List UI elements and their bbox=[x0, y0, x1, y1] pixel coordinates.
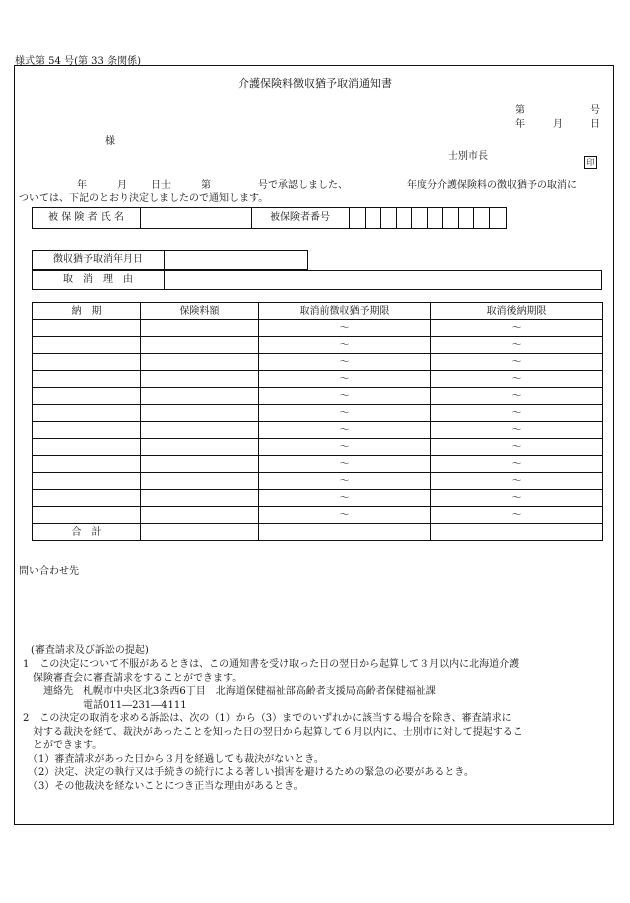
seal-box bbox=[584, 150, 597, 169]
col-header-due-date: 納 期 bbox=[33, 303, 141, 320]
deferral-before-cell: ～ bbox=[259, 320, 431, 337]
appeal-notes bbox=[23, 658, 523, 793]
lawsuit-note-line: （3）その他裁決を経ないことにつき正当な理由があるとき。 bbox=[23, 780, 304, 792]
due-after-cell: ～ bbox=[431, 439, 603, 456]
lawsuit-note-line: （2）決定、決定の執行又は手続きの続行による著しい損害を避けるための緊急の必要があるとき。 bbox=[23, 767, 474, 778]
due-after-cell: ～ bbox=[431, 456, 603, 473]
table-row bbox=[33, 490, 603, 507]
due-date-cell bbox=[33, 388, 141, 405]
premium-cell bbox=[141, 439, 259, 456]
deferral-before-cell: ～ bbox=[259, 456, 431, 473]
document-title: 介護保険料徴収猶予取消通知書 bbox=[238, 77, 392, 90]
issuer-name: 士別市長 bbox=[448, 151, 488, 162]
insured-number-label: 被保険者番号 bbox=[270, 212, 330, 223]
insured-name-label: 被 保 険 者 氏 名 bbox=[48, 212, 124, 223]
due-date-cell bbox=[33, 354, 141, 371]
addressee-honorific: 様 bbox=[105, 136, 115, 147]
premium-cell bbox=[141, 507, 259, 524]
intro-day: 日士 bbox=[151, 180, 171, 191]
due-date-cell bbox=[33, 371, 141, 388]
table-row bbox=[33, 422, 603, 439]
col-header-due-after: 取消後納期限 bbox=[431, 303, 603, 320]
due-after-cell: ～ bbox=[431, 473, 603, 490]
total-premium-cell bbox=[141, 524, 259, 541]
table-row bbox=[33, 354, 603, 371]
number-suffix: 号 bbox=[590, 105, 600, 116]
table-row bbox=[33, 320, 603, 337]
premium-cell bbox=[141, 337, 259, 354]
date-month: 月 bbox=[553, 119, 563, 130]
premium-cell bbox=[141, 490, 259, 507]
lawsuit-note-line: 2 この決定の取消を求める訴訟は、次の（1）から（3）までのいずれかに該当する場合を除き、審査請求に bbox=[23, 713, 512, 724]
appeal-heading: (審査請求及び訴訟の提起) bbox=[31, 645, 149, 656]
table-row bbox=[33, 337, 603, 354]
number-prefix: 第 bbox=[515, 105, 525, 116]
cancel-date-label: 徴収猶予取消年月日 bbox=[53, 254, 143, 265]
deferral-before-cell: ～ bbox=[259, 354, 431, 371]
total-empty-cell bbox=[259, 524, 431, 541]
appeal-note-line: 保険審査会に審査請求をすることができます。 bbox=[23, 672, 243, 684]
intro-approved-text: 号で承認しました、 bbox=[258, 180, 348, 191]
table-row bbox=[33, 371, 603, 388]
premium-cell bbox=[141, 405, 259, 422]
intro-fiscal-year-text: 年度分介護保険料の徴収猶予の取消に bbox=[407, 180, 577, 191]
col-header-deferral-before: 取消前徴収猶予期限 bbox=[259, 303, 431, 320]
deferral-before-cell: ～ bbox=[259, 388, 431, 405]
deferral-before-cell: ～ bbox=[259, 405, 431, 422]
due-after-cell: ～ bbox=[431, 490, 603, 507]
deferral-before-cell: ～ bbox=[259, 337, 431, 354]
date-year: 年 bbox=[515, 119, 525, 130]
inquiry-label: 問い合わせ先 bbox=[19, 566, 79, 577]
date-day: 日 bbox=[590, 119, 600, 130]
deferral-before-cell: ～ bbox=[259, 371, 431, 388]
premium-cell bbox=[141, 320, 259, 337]
table-row bbox=[33, 473, 603, 490]
premium-cell bbox=[141, 388, 259, 405]
due-date-cell bbox=[33, 337, 141, 354]
due-after-cell: ～ bbox=[431, 422, 603, 439]
lawsuit-note-line: （1）審査請求があった日から３月を経過しても裁決がないとき。 bbox=[23, 753, 324, 765]
seal-mark: 印 bbox=[584, 156, 597, 169]
lawsuit-note-line: とができます。 bbox=[23, 740, 103, 751]
due-date-cell bbox=[33, 439, 141, 456]
col-header-premium: 保険料額 bbox=[141, 303, 259, 320]
due-after-cell: ～ bbox=[431, 405, 603, 422]
premium-cell bbox=[141, 354, 259, 371]
due-after-cell: ～ bbox=[431, 507, 603, 524]
due-date-cell bbox=[33, 507, 141, 524]
premium-cell bbox=[141, 371, 259, 388]
due-after-cell: ～ bbox=[431, 320, 603, 337]
appeal-note-line: 連絡先 札幌市中央区北3条西6丁目 北海道保健福祉部高齢者支援局高齢者保健福祉課 bbox=[23, 686, 436, 697]
total-label: 合 計 bbox=[33, 524, 141, 541]
lawsuit-note-line: 対する裁決を経て、裁決があったことを知った日の翌日から起算して６月以内に、士別市に対して提起するこ bbox=[23, 726, 523, 738]
table-row bbox=[33, 405, 603, 422]
appeal-note-line: 1 この決定について不服があるときは、この通知書を受け取った日の翌日から起算して３月以内に北海道介護 bbox=[23, 659, 520, 670]
deferral-before-cell: ～ bbox=[259, 439, 431, 456]
premium-cell bbox=[141, 473, 259, 490]
due-date-cell bbox=[33, 473, 141, 490]
due-after-cell: ～ bbox=[431, 337, 603, 354]
deferral-before-cell: ～ bbox=[259, 422, 431, 439]
table-row bbox=[33, 507, 603, 524]
deferral-before-cell: ～ bbox=[259, 473, 431, 490]
notice-form bbox=[14, 65, 614, 825]
table-total-row bbox=[33, 524, 603, 541]
form-number: 様式第 54 号(第 33 条関係) bbox=[15, 56, 141, 67]
due-date-cell bbox=[33, 490, 141, 507]
premium-cell bbox=[141, 456, 259, 473]
table-header-row bbox=[33, 303, 603, 320]
deferral-before-cell: ～ bbox=[259, 507, 431, 524]
appeal-note-line: 電話011―231―4111 bbox=[23, 699, 187, 711]
due-date-cell bbox=[33, 320, 141, 337]
table-row bbox=[33, 456, 603, 473]
intro-number-prefix: 第 bbox=[201, 180, 211, 191]
due-date-cell bbox=[33, 422, 141, 439]
intro-year: 年 bbox=[77, 180, 87, 191]
intro-month: 月 bbox=[117, 180, 127, 191]
deferral-before-cell: ～ bbox=[259, 490, 431, 507]
due-after-cell: ～ bbox=[431, 354, 603, 371]
premium-cell bbox=[141, 422, 259, 439]
due-after-cell: ～ bbox=[431, 371, 603, 388]
table-row bbox=[33, 439, 603, 456]
total-empty-cell bbox=[431, 524, 603, 541]
due-after-cell: ～ bbox=[431, 388, 603, 405]
due-date-cell bbox=[33, 456, 141, 473]
due-date-cell bbox=[33, 405, 141, 422]
payment-schedule-table bbox=[32, 302, 603, 541]
intro-line-2: ついては、下記のとおり決定しましたので通知します。 bbox=[19, 193, 269, 204]
cancel-reason-label: 取 消 理 由 bbox=[63, 274, 133, 285]
table-row bbox=[33, 388, 603, 405]
